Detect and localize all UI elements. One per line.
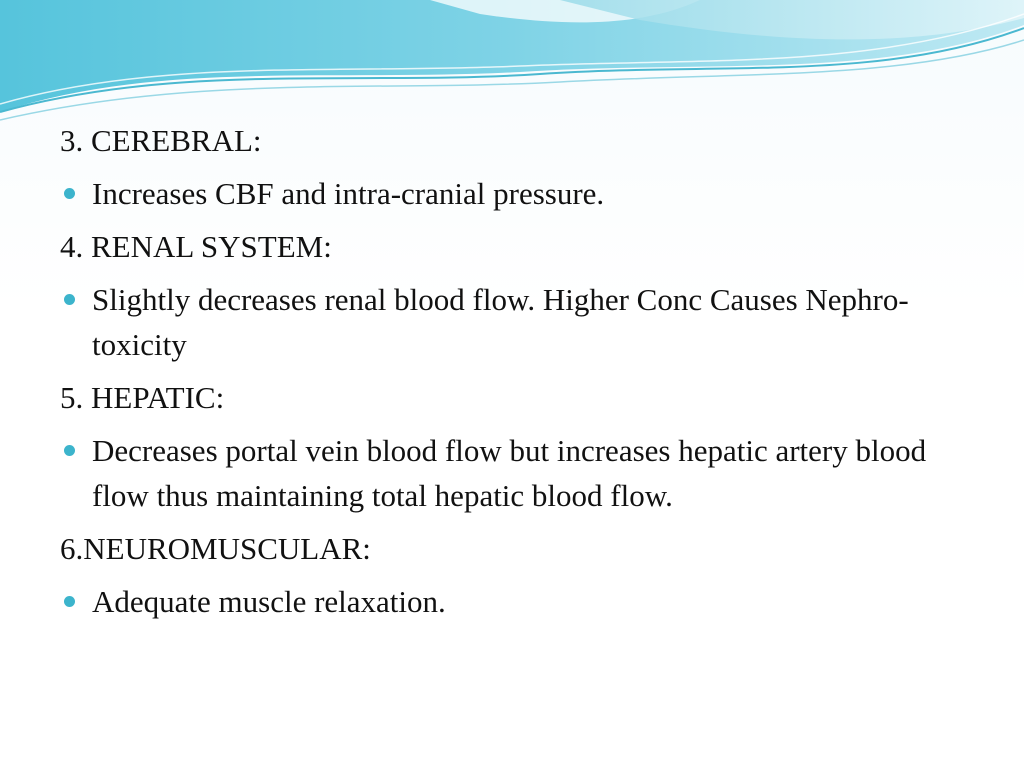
bullet-item-neuromuscular [60,579,980,624]
bullet-item-hepatic [60,428,980,518]
section-heading-renal: 4. RENAL SYSTEM: [60,229,332,264]
bullet-dot-icon [64,188,75,199]
bullet-text: Adequate muscle relaxation. [92,584,446,619]
bullet-item-cerebral [60,171,980,216]
bullet-text: Slightly decreases renal blood flow. Higher Conc Causes Nephro-toxicity [92,282,909,362]
wave-header-decoration [0,0,1024,130]
section-heading-neuromuscular: 6.NEUROMUSCULAR: [60,531,371,566]
bullet-dot-icon [64,445,75,456]
section-heading-cerebral: 3. CEREBRAL: [60,123,262,158]
section-heading-hepatic: 5. HEPATIC: [60,380,225,415]
bullet-item-renal [60,277,980,367]
slide-body [60,118,980,632]
bullet-text: Increases CBF and intra-cranial pressure. [92,176,605,211]
bullet-dot-icon [64,294,75,305]
bullet-text: Decreases portal vein blood flow but increases hepatic artery blood flow thus maintaining total hepatic blood flow. [92,433,927,513]
bullet-dot-icon [64,596,75,607]
